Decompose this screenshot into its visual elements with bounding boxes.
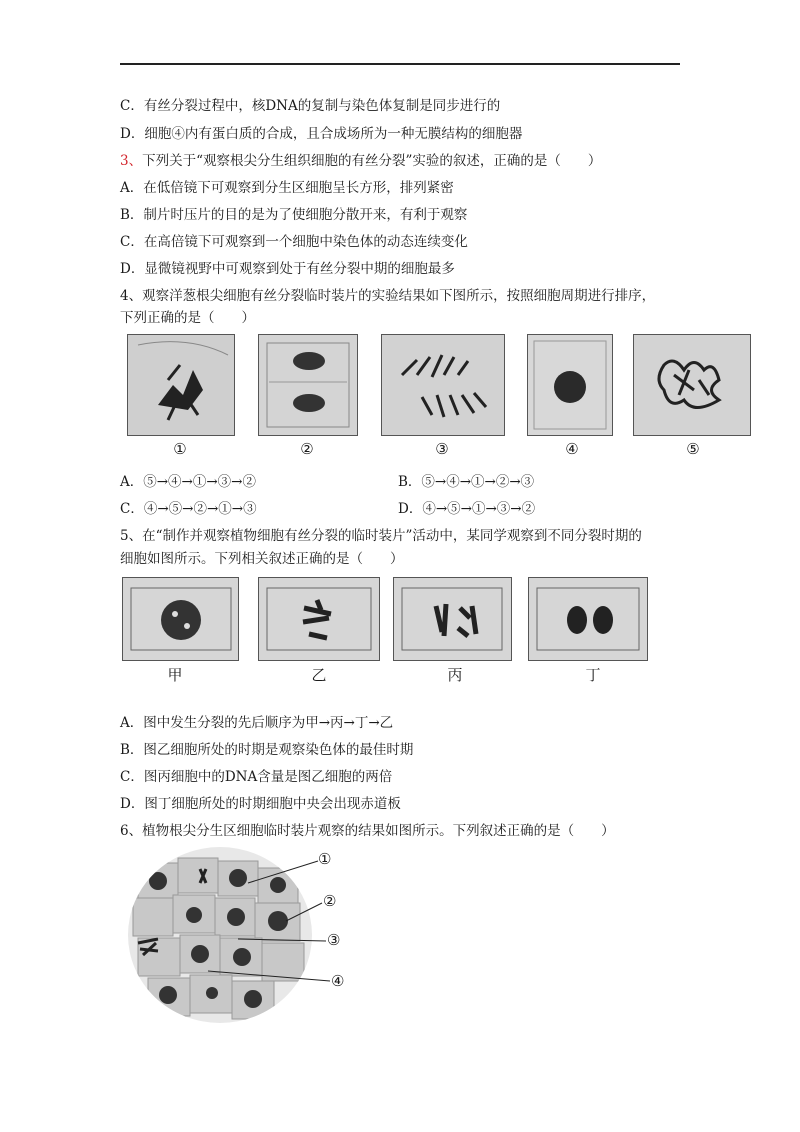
option-d-prev: D．细胞④内有蛋白质的合成，且合成场所为一种无膜结构的细胞器 (120, 126, 523, 142)
q4-option-a: A．⑤→④→①→③→② (120, 474, 256, 490)
q3-stem-text: 下列关于“观察根尖分生组织细胞的有丝分裂”实验的叙述，正确的是（ ） (142, 153, 602, 169)
q4-figure-5-label: ⑤ (686, 440, 700, 458)
q5-label-bing: 丙 (447, 666, 463, 684)
q4-option-c: C．④→⑤→②→①→③ (120, 501, 257, 517)
q4-stem-line1: 4、观察洋葱根尖细胞有丝分裂临时装片的实验结果如下图所示，按照细胞周期进行排序， (120, 288, 656, 304)
q3-option-c: C．在高倍镜下可观察到一个细胞中染色体的动态连续变化 (120, 234, 468, 250)
q5-figure-ding (528, 577, 648, 661)
q4-figure-2 (258, 334, 358, 436)
q6-micrograph (128, 843, 358, 1023)
q4-option-d: D．④→⑤→①→③→② (398, 501, 536, 517)
q4-figure-2-label: ② (300, 440, 314, 458)
q4-figure-1 (127, 334, 235, 436)
q5-stem-line2: 细胞如图所示。下列相关叙述正确的是（ ） (120, 551, 404, 567)
q4-figure-3-label: ③ (435, 440, 449, 458)
option-c-prev: C．有丝分裂过程中，核DNA的复制与染色体复制是同步进行的 (120, 98, 501, 114)
q5-label-ding: 丁 (585, 666, 601, 684)
q3-option-b: B．制片时压片的目的是为了使细胞分散开来，有利于观察 (120, 207, 468, 223)
header-rule (120, 63, 680, 65)
q6-stem: 6、植物根尖分生区细胞临时装片观察的结果如图所示。下列叙述正确的是（ ） (120, 823, 615, 839)
q5-figure-jia (122, 577, 239, 661)
q4-figure-5 (633, 334, 751, 436)
q5-option-b: B．图乙细胞所处的时期是观察染色体的最佳时期 (120, 742, 414, 758)
q4-figure-4-label: ④ (565, 440, 579, 458)
q5-option-a: A．图中发生分裂的先后顺序为甲→丙→丁→乙 (120, 715, 394, 731)
q5-option-c: C．图丙细胞中的DNA含量是图乙细胞的两倍 (120, 769, 393, 785)
q6-callout-1: ① (318, 850, 332, 868)
q4-stem-line2: 下列正确的是（ ） (120, 310, 255, 326)
q6-callout-2: ② (323, 892, 337, 910)
q4-option-b: B．⑤→④→①→②→③ (398, 474, 535, 490)
q3-number: 3、 (120, 153, 143, 169)
q4-figure-3 (381, 334, 505, 436)
q5-label-yi: 乙 (311, 666, 327, 684)
q5-figure-bing (393, 577, 512, 661)
q5-stem-line1: 5、在“制作并观察植物细胞有丝分裂的临时装片”活动中，某同学观察到不同分裂时期的 (120, 528, 642, 544)
q6-callout-4: ④ (331, 972, 345, 990)
q5-label-jia: 甲 (167, 666, 183, 684)
q5-option-d: D．图丁细胞所处的时期细胞中央会出现赤道板 (120, 796, 401, 812)
q3-option-d: D．显微镜视野中可观察到处于有丝分裂中期的细胞最多 (120, 261, 455, 277)
q6-callout-3: ③ (327, 931, 341, 949)
q4-figure-1-label: ① (173, 440, 187, 458)
q3-stem (120, 151, 601, 171)
q4-figure-4 (527, 334, 613, 436)
q3-option-a: A．在低倍镜下可观察到分生区细胞呈长方形，排列紧密 (120, 180, 454, 196)
q5-figure-yi (258, 577, 380, 661)
